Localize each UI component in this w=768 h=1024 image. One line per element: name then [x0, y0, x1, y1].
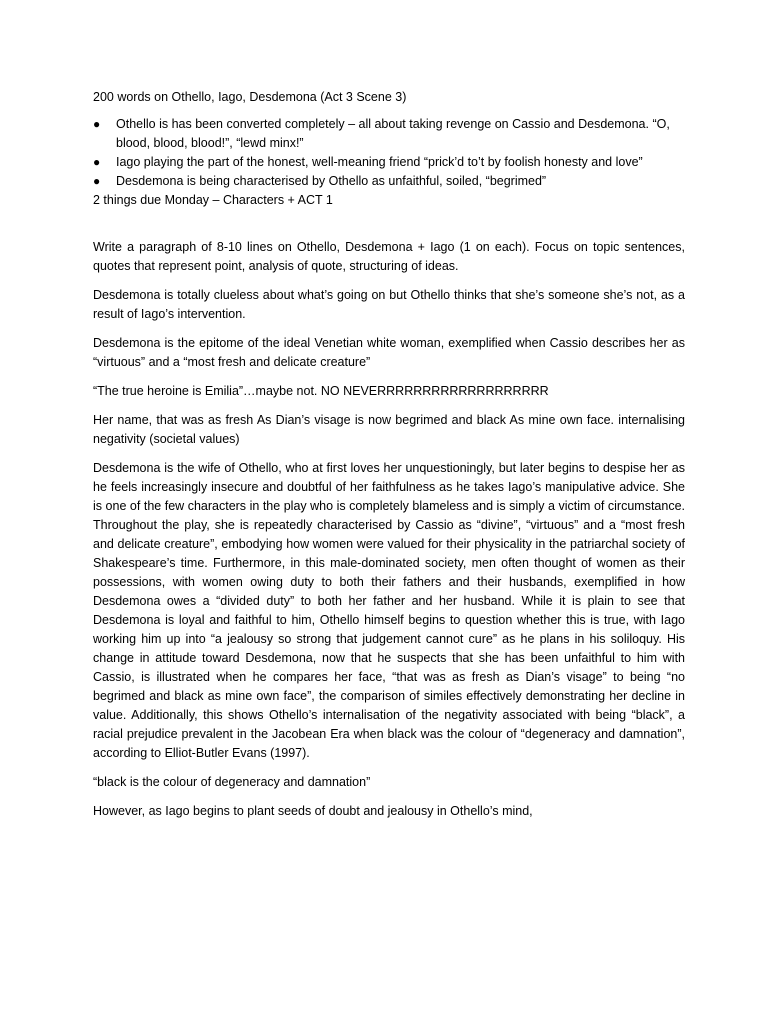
paragraph-essay: Desdemona is the wife of Othello, who at first loves her unquestioningly, but later begins to despise her as he feels increasingly insecure and doubtful of her faithfulness as he takes Iago’s manipulative advice. She is one of the few characters in the play who is completely blameless and is simply a victim of circumstance. Throughout the play, she is repeatedly characterised by Cassio as “divine”, “virtuous” and a “most fresh and delicate creature”, embodying how women were valued for their physicality in the patriarchal society of Shakespeare’s time. Furthermore, in this male-dominated society, men often thought of women as their possessions, with women owing duty to both their fathers and their husbands, exemplified in how Desdemona owes a “divided duty” to both her father and her husband. While it is plain to see that Desdemona is loyal and faithful to him, Othello himself begins to question whether this is true, with Iago working him up into “a jealousy so strong that judgement cannot cure” as he plans in his soliloquy. His change in attitude toward Desdemona, now that he suspects that she has been unfaithful to him with Cassio, is illustrated when he compares her face, “that was as fresh as Dian’s visage” to being “no begrimed and black as mine own face”, the comparison of similes effectively demonstrating her decline in value. Additionally, this shows Othello’s internalisation of the negativity associated with being “black”, a racial prejudice prevalent in the Jacobean Era when black was the colour of “degeneracy and damnation”, according to Elliot-Butler Evans (1997).: [93, 461, 685, 760]
bullet-item: [93, 172, 685, 191]
document-title: 200 words on Othello, Iago, Desdemona (Act 3 Scene 3): [93, 90, 407, 104]
bullet-icon: ●: [93, 155, 101, 169]
bullet-item: [93, 153, 685, 172]
bullet-icon: ●: [93, 117, 101, 131]
bullet-text: Othello is has been converted completely – all about taking revenge on Cassio and Desdemona. “O, blood, blood, blood!”, “lewd minx!”: [116, 117, 670, 150]
paragraph: Her name, that was as fresh As Dian’s visage is now begrimed and black As mine own face. internalising negativity (societal values): [93, 413, 685, 446]
bullet-list: [93, 115, 685, 191]
bullet-icon: ●: [93, 174, 101, 188]
document-body: [93, 88, 685, 831]
paragraph: “The true heroine is Emilia”…maybe not. NO NEVERRRRRRRRRRRRRRRRRRR: [93, 384, 549, 398]
paragraph-task: Write a paragraph of 8-10 lines on Othello, Desdemona + Iago (1 on each). Focus on topic sentences, quotes that represent point, analysis of quote, structuring of ideas.: [93, 240, 685, 273]
paragraph: Desdemona is the epitome of the ideal Venetian white woman, exemplified when Cassio describes her as “virtuous” and a “most fresh and delicate creature”: [93, 336, 685, 369]
paragraph: Desdemona is totally clueless about what’s going on but Othello thinks that she’s someone she’s not, as a result of Iago’s intervention.: [93, 288, 685, 321]
bullet-text: Iago playing the part of the honest, well-meaning friend “prick’d to’t by foolish honesty and love”: [116, 155, 643, 169]
due-note: 2 things due Monday – Characters + ACT 1: [93, 193, 333, 207]
paragraph: However, as Iago begins to plant seeds of doubt and jealousy in Othello’s mind,: [93, 804, 533, 818]
paragraph-quote: “black is the colour of degeneracy and damnation”: [93, 775, 371, 789]
bullet-item: [93, 115, 685, 153]
bullet-text: Desdemona is being characterised by Othello as unfaithful, soiled, “begrimed”: [116, 174, 547, 188]
